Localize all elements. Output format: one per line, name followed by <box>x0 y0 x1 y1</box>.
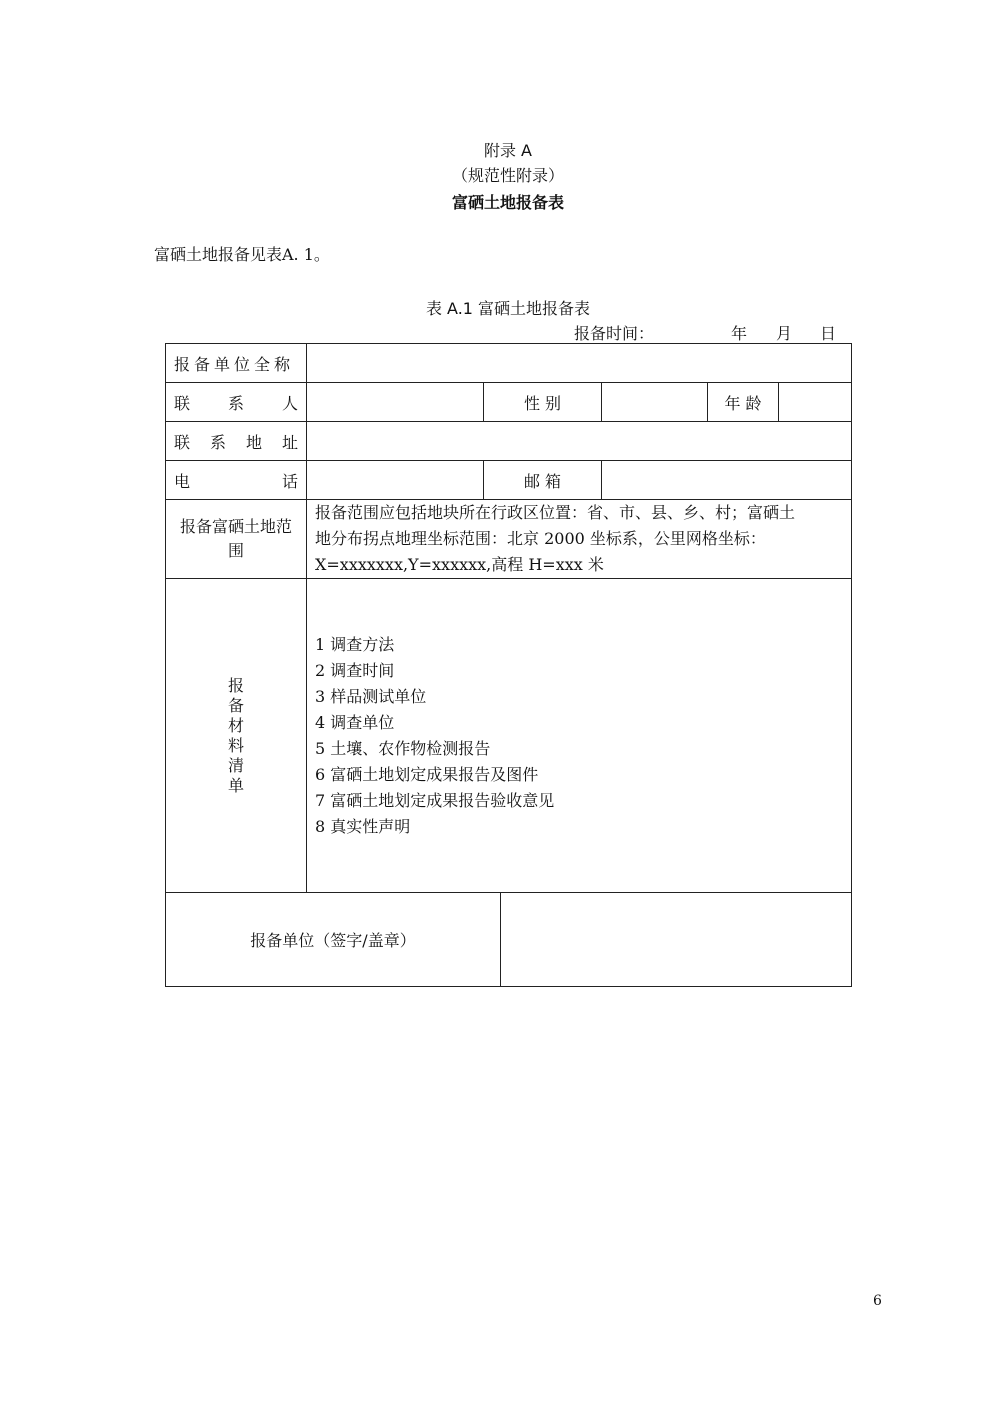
range-text-line: X=xxxxxxx,Y=xxxxxx,高程 H=xxx 米 <box>315 555 604 574</box>
range-text-line: 报备范围应包括地块所在行政区位置：省、市、县、乡、村；富硒土 <box>315 503 796 522</box>
age-field[interactable] <box>779 383 852 422</box>
table-row <box>166 500 852 579</box>
list-item: 5 土壤、农作物检测报告 <box>315 738 491 758</box>
report-form-table <box>165 343 852 987</box>
range-text-line: 地分布拐点地理坐标范围：北京 2000 坐标系，公里网格坐标： <box>315 529 766 548</box>
report-date-label: 报备时间： <box>574 324 655 343</box>
table-row <box>166 893 852 987</box>
list-item: 1 调查方法 <box>315 634 395 654</box>
list-item: 8 真实性声明 <box>315 816 411 836</box>
gender-field[interactable] <box>602 383 708 422</box>
org-name-field[interactable] <box>307 344 852 383</box>
table-row <box>166 344 852 383</box>
year-label: 年 <box>731 324 748 343</box>
table-row <box>166 422 852 461</box>
materials-label: 报备材料清单 <box>166 579 307 893</box>
address-field[interactable] <box>307 422 852 461</box>
range-label: 报备富硒土地范围 <box>166 500 307 579</box>
table-caption: 表 A.1 富硒土地报备表 <box>425 299 591 318</box>
normative-note: （规范性附录） <box>451 166 564 185</box>
signature-field[interactable] <box>501 893 852 987</box>
materials-list <box>307 579 852 893</box>
gender-label: 性 别 <box>484 383 602 422</box>
list-item: 3 样品测试单位 <box>315 686 427 706</box>
list-item: 4 调查单位 <box>315 712 395 732</box>
email-field[interactable] <box>602 461 852 500</box>
range-description <box>307 500 852 579</box>
appendix-heading: 附录 A <box>483 141 533 160</box>
month-label: 月 <box>776 324 793 343</box>
appendix-title: 富硒土地报备表 <box>451 193 564 212</box>
table-row <box>166 461 852 500</box>
contact-field[interactable] <box>307 383 484 422</box>
age-label: 年 龄 <box>708 383 779 422</box>
email-label: 邮 箱 <box>484 461 602 500</box>
contact-label: 联 系 人 <box>166 383 307 422</box>
list-item: 2 调查时间 <box>315 660 395 680</box>
phone-field[interactable] <box>307 461 484 500</box>
address-label: 联 系 地 址 <box>166 422 307 461</box>
table-row <box>166 383 852 422</box>
signature-label: 报备单位（签字/盖章） <box>166 893 501 987</box>
table-row <box>166 579 852 893</box>
page-number: 6 <box>873 1293 882 1309</box>
list-item: 6 富硒土地划定成果报告及图件 <box>315 764 539 784</box>
list-item: 7 富硒土地划定成果报告验收意见 <box>315 790 555 810</box>
day-label: 日 <box>820 324 837 343</box>
org-name-label: 报备单位全称 <box>166 344 307 383</box>
intro-text: 富硒土地报备见表A. 1。 <box>154 245 330 264</box>
phone-label: 电 话 <box>166 461 307 500</box>
